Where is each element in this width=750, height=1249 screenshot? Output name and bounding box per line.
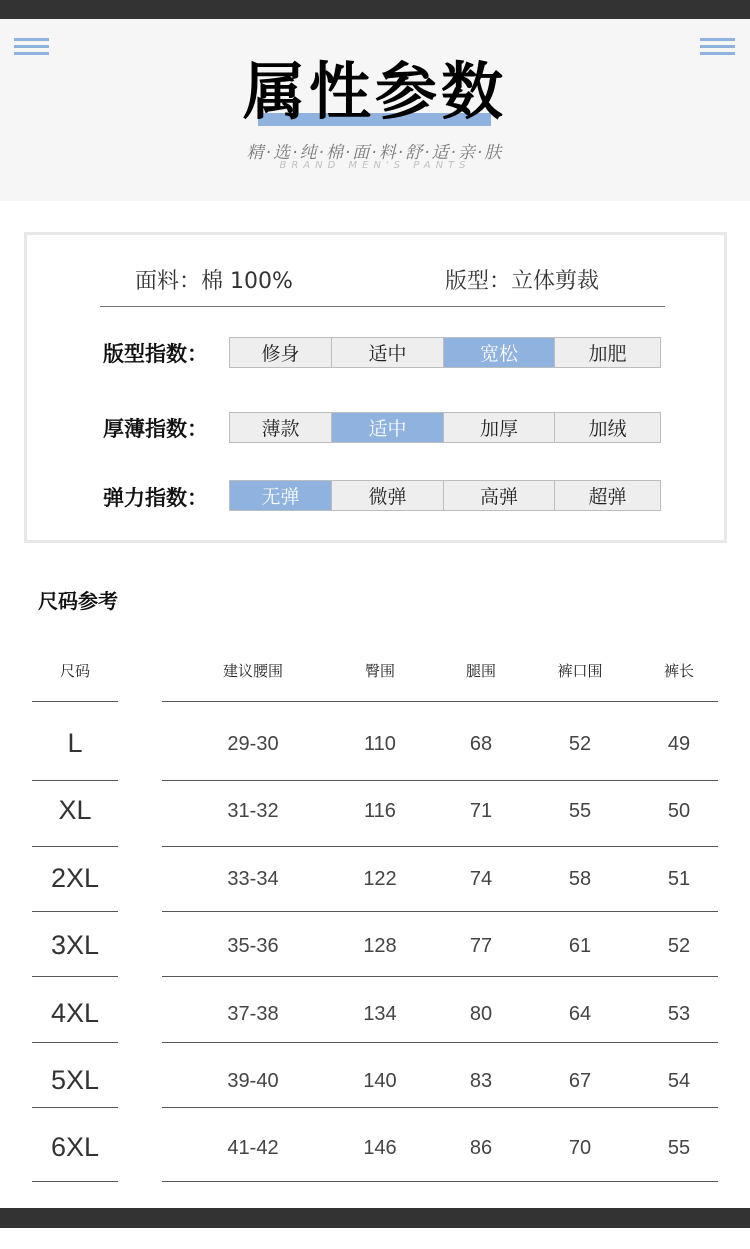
page-title: 属性参数: [242, 55, 507, 128]
thigh-cell: 68: [469, 733, 493, 755]
elasticity-index-option: 微弹: [332, 481, 444, 510]
waist-cell: 33-34: [227, 868, 279, 890]
waist-cell: 39-40: [227, 1070, 279, 1092]
hip-cell: 128: [363, 935, 397, 957]
table-divider: [32, 780, 118, 781]
params-divider: [100, 306, 665, 307]
hip-cell: 134: [363, 1003, 397, 1025]
hip-cell: 116: [364, 800, 396, 822]
table-divider: [162, 976, 718, 977]
hem-cell: 52: [568, 733, 592, 755]
table-header: 臀围: [364, 662, 395, 680]
material-text: 面料：棉 100%: [135, 269, 293, 294]
length-cell: 49: [667, 733, 691, 755]
elasticity-index-option: 超弹: [555, 481, 660, 510]
hem-cell: 67: [568, 1070, 592, 1092]
page-subtitle: 精·选·纯·棉·面·料·舒·适·亲·肤: [246, 143, 504, 163]
hip-cell: 146: [363, 1137, 397, 1159]
table-divider: [32, 846, 118, 847]
elasticity-index-row: [229, 480, 661, 511]
thickness-index-label: 厚薄指数：: [103, 417, 208, 441]
hem-cell: 55: [568, 800, 592, 822]
waist-cell: 41-42: [227, 1137, 279, 1159]
thickness-index-row: [229, 412, 661, 443]
hem-cell: 58: [568, 868, 592, 890]
table-divider: [32, 1042, 118, 1043]
fit-index-row: [229, 337, 661, 368]
size-cell: 6XL: [50, 1132, 100, 1162]
hem-cell: 70: [568, 1137, 592, 1159]
table-header: 建议腰围: [222, 662, 283, 680]
table-divider: [32, 1181, 118, 1182]
elasticity-index-label: 弹力指数：: [103, 486, 208, 510]
elasticity-index-option-active: 无弹: [230, 481, 332, 510]
table-divider: [162, 1042, 718, 1043]
table-divider: [162, 1107, 718, 1108]
waist-cell: 31-32: [227, 800, 279, 822]
hem-cell: 64: [568, 1003, 592, 1025]
length-cell: 51: [667, 868, 691, 890]
thigh-cell: 86: [469, 1137, 493, 1159]
length-cell: 52: [667, 935, 691, 957]
waist-cell: 37-38: [227, 1003, 279, 1025]
table-divider: [162, 780, 718, 781]
table-divider: [162, 701, 718, 702]
fit-index-option-active: 宽松: [444, 338, 555, 367]
size-cell: L: [67, 728, 83, 758]
fit-index-option: 加肥: [555, 338, 660, 367]
fit-index-option: 修身: [230, 338, 332, 367]
fit-index-option: 适中: [332, 338, 444, 367]
table-divider: [32, 911, 118, 912]
waist-cell: 35-36: [227, 935, 279, 957]
size-chart-title: 尺码参考: [38, 589, 118, 613]
bottom-strip: [0, 1228, 750, 1249]
thigh-cell: 71: [469, 800, 493, 822]
size-cell: XL: [58, 795, 92, 825]
fit-text: 版型：立体剪裁: [445, 269, 600, 294]
table-header: 裤口围: [557, 662, 603, 680]
table-divider: [32, 701, 118, 702]
thigh-cell: 80: [469, 1003, 493, 1025]
thigh-cell: 83: [469, 1070, 493, 1092]
thickness-index-option: 薄款: [230, 413, 332, 442]
length-cell: 55: [667, 1137, 691, 1159]
size-cell: 3XL: [50, 930, 100, 960]
hip-cell: 140: [363, 1070, 397, 1092]
waist-cell: 29-30: [227, 733, 279, 755]
table-divider: [32, 1107, 118, 1108]
hip-cell: 110: [364, 733, 396, 755]
table-divider: [162, 911, 718, 912]
hip-cell: 122: [363, 868, 397, 890]
thickness-index-option: 加绒: [555, 413, 660, 442]
table-divider: [162, 846, 718, 847]
thigh-cell: 74: [469, 868, 493, 890]
length-cell: 54: [667, 1070, 691, 1092]
table-header: 裤长: [663, 662, 694, 680]
page-subtitle-en: BRAND MEN'S PANTS: [279, 160, 471, 171]
table-header: 尺码: [59, 662, 90, 680]
hem-cell: 61: [568, 935, 592, 957]
table-divider: [162, 1181, 718, 1182]
thigh-cell: 77: [469, 935, 493, 957]
fit-index-label: 版型指数：: [103, 342, 208, 366]
size-cell: 5XL: [50, 1065, 100, 1095]
table-divider: [32, 976, 118, 977]
length-cell: 53: [667, 1003, 691, 1025]
size-cell: 2XL: [50, 863, 100, 893]
top-bar: [0, 0, 750, 19]
thickness-index-option-active: 适中: [332, 413, 444, 442]
length-cell: 50: [667, 800, 691, 822]
size-cell: 4XL: [50, 998, 100, 1028]
thickness-index-option: 加厚: [444, 413, 555, 442]
elasticity-index-option: 高弹: [444, 481, 555, 510]
table-header: 腿围: [465, 662, 496, 680]
